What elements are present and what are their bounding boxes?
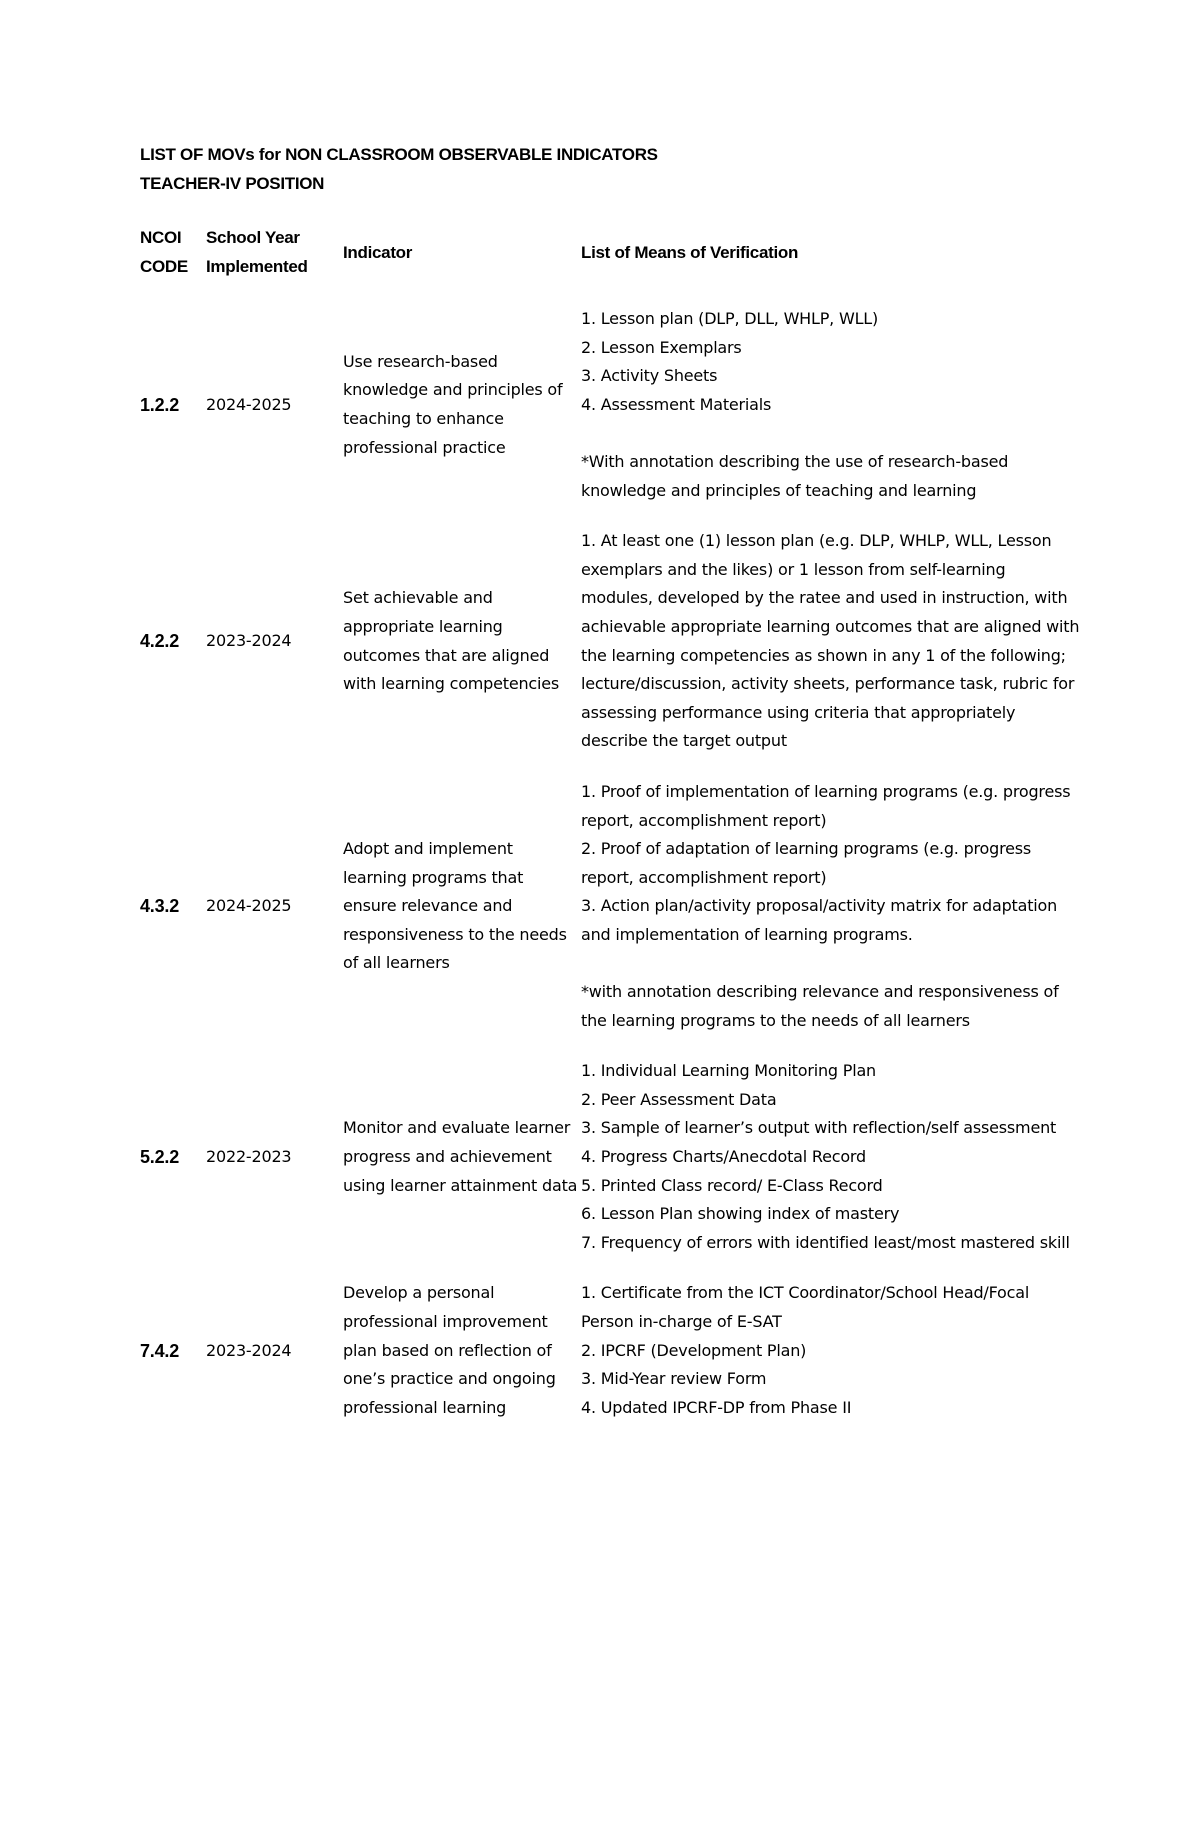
means-of-verification	[581, 1279, 1080, 1444]
mov-item: 4. Progress Charts/Anecdotal Record	[581, 1147, 866, 1167]
indicator-text: Develop a personal professional improvement plan based on reflection of one’s practice and ongoing professional learning	[343, 1283, 556, 1417]
mov-item: 4. Assessment Materials	[581, 394, 772, 414]
means-of-verification	[581, 1057, 1080, 1279]
school-year: 2024-2025	[206, 896, 292, 916]
mov-item: 1. Individual Learning Monitoring Plan	[581, 1061, 876, 1081]
mov-item: 2. IPCRF (Development Plan)	[581, 1340, 807, 1360]
ncoi-code: 4.3.2	[140, 896, 180, 917]
table-row	[140, 527, 1080, 778]
school-year: 2023-2024	[206, 631, 292, 651]
header-indicator: Indicator	[343, 242, 413, 262]
school-year: 2024-2025	[206, 394, 292, 414]
mov-item: 6. Lesson Plan showing index of mastery	[581, 1204, 900, 1224]
indicator-text: Use research-based knowledge and principles of teaching to enhance professional practice	[343, 351, 563, 457]
header-ncoi-code: NCOI CODE	[140, 228, 188, 276]
ncoi-code: 4.2.2	[140, 631, 180, 652]
mov-item: 1. Lesson plan (DLP, DLL, WHLP, WLL)	[581, 309, 879, 328]
table-body	[140, 305, 1080, 1444]
means-of-verification	[581, 778, 1080, 1057]
mov-item: 3. Activity Sheets	[581, 366, 718, 386]
school-year: 2022-2023	[206, 1147, 292, 1167]
mov-item: 3. Action plan/activity proposal/activity matrix for adaptation and implementation of learning programs.	[581, 896, 1058, 944]
ncoi-code: 7.4.2	[140, 1340, 180, 1361]
title-line-2: TEACHER-IV POSITION	[140, 174, 325, 193]
mov-item: 1. Certificate from the ICT Coordinator/School Head/Focal Person in-charge of E-SAT	[581, 1283, 1030, 1331]
annotation-note: *With annotation describing the use of research-based knowledge and principles of teaching and learning	[581, 451, 1009, 500]
mov-item: 4. Updated IPCRF-DP from Phase II	[581, 1397, 852, 1417]
mov-item: 3. Mid-Year review Form	[581, 1369, 767, 1389]
annotation-note: *with annotation describing relevance and responsiveness of the learning programs to the needs of all learners	[581, 982, 1059, 1030]
mov-item: 7. Frequency of errors with identified least/most mastered skill	[581, 1232, 1070, 1252]
means-of-verification	[581, 305, 1080, 527]
indicator-text: Adopt and implement learning programs that ensure relevance and responsiveness to the needs of all learners	[343, 839, 567, 973]
mov-table	[140, 223, 1080, 1444]
mov-item: 2. Lesson Exemplars	[581, 337, 742, 357]
mov-item: 5. Printed Class record/ E-Class Record	[581, 1175, 883, 1195]
means-of-verification	[581, 527, 1080, 778]
indicator-text: Set achievable and appropriate learning outcomes that are aligned with learning competencies	[343, 588, 560, 694]
school-year: 2023-2024	[206, 1340, 292, 1360]
title-line-1: LIST OF MOVs for NON CLASSROOM OBSERVABLE INDICATORS	[140, 145, 658, 164]
header-school-year: School Year Implemented	[206, 228, 308, 276]
mov-item: 1. Proof of implementation of learning programs (e.g. progress report, accomplishment report)	[581, 781, 1071, 830]
mov-item: 1. At least one (1) lesson plan (e.g. DLP, WHLP, WLL, Lesson exemplars and the likes) or 1 lesson from self-learning modules, developed by the ratee and used in instruction, with achievable appropriate learning outcomes that are aligned with the learning competencies as shown in any 1 of the following; lecture/discussion, activity sheets, performance task, rubric for assessing performance using criteria that appropriately describe the target output	[581, 531, 1080, 751]
mov-item: 2. Proof of adaptation of learning programs (e.g. progress report, accomplishment report)	[581, 839, 1032, 887]
indicator-text: Monitor and evaluate learner progress and achievement using learner attainment data	[343, 1118, 578, 1195]
table-row	[140, 1279, 1080, 1444]
mov-item: 2. Peer Assessment Data	[581, 1089, 777, 1109]
ncoi-code: 1.2.2	[140, 394, 180, 415]
table-row	[140, 305, 1080, 527]
document-title	[140, 140, 1080, 198]
header-movs: List of Means of Verification	[581, 242, 799, 262]
mov-item: 3. Sample of learner’s output with reflection/self assessment	[581, 1118, 1057, 1138]
document-page	[140, 140, 1080, 1444]
table-row	[140, 1057, 1080, 1279]
table-header-row	[140, 223, 1080, 305]
table-row	[140, 778, 1080, 1057]
ncoi-code: 5.2.2	[140, 1147, 180, 1168]
